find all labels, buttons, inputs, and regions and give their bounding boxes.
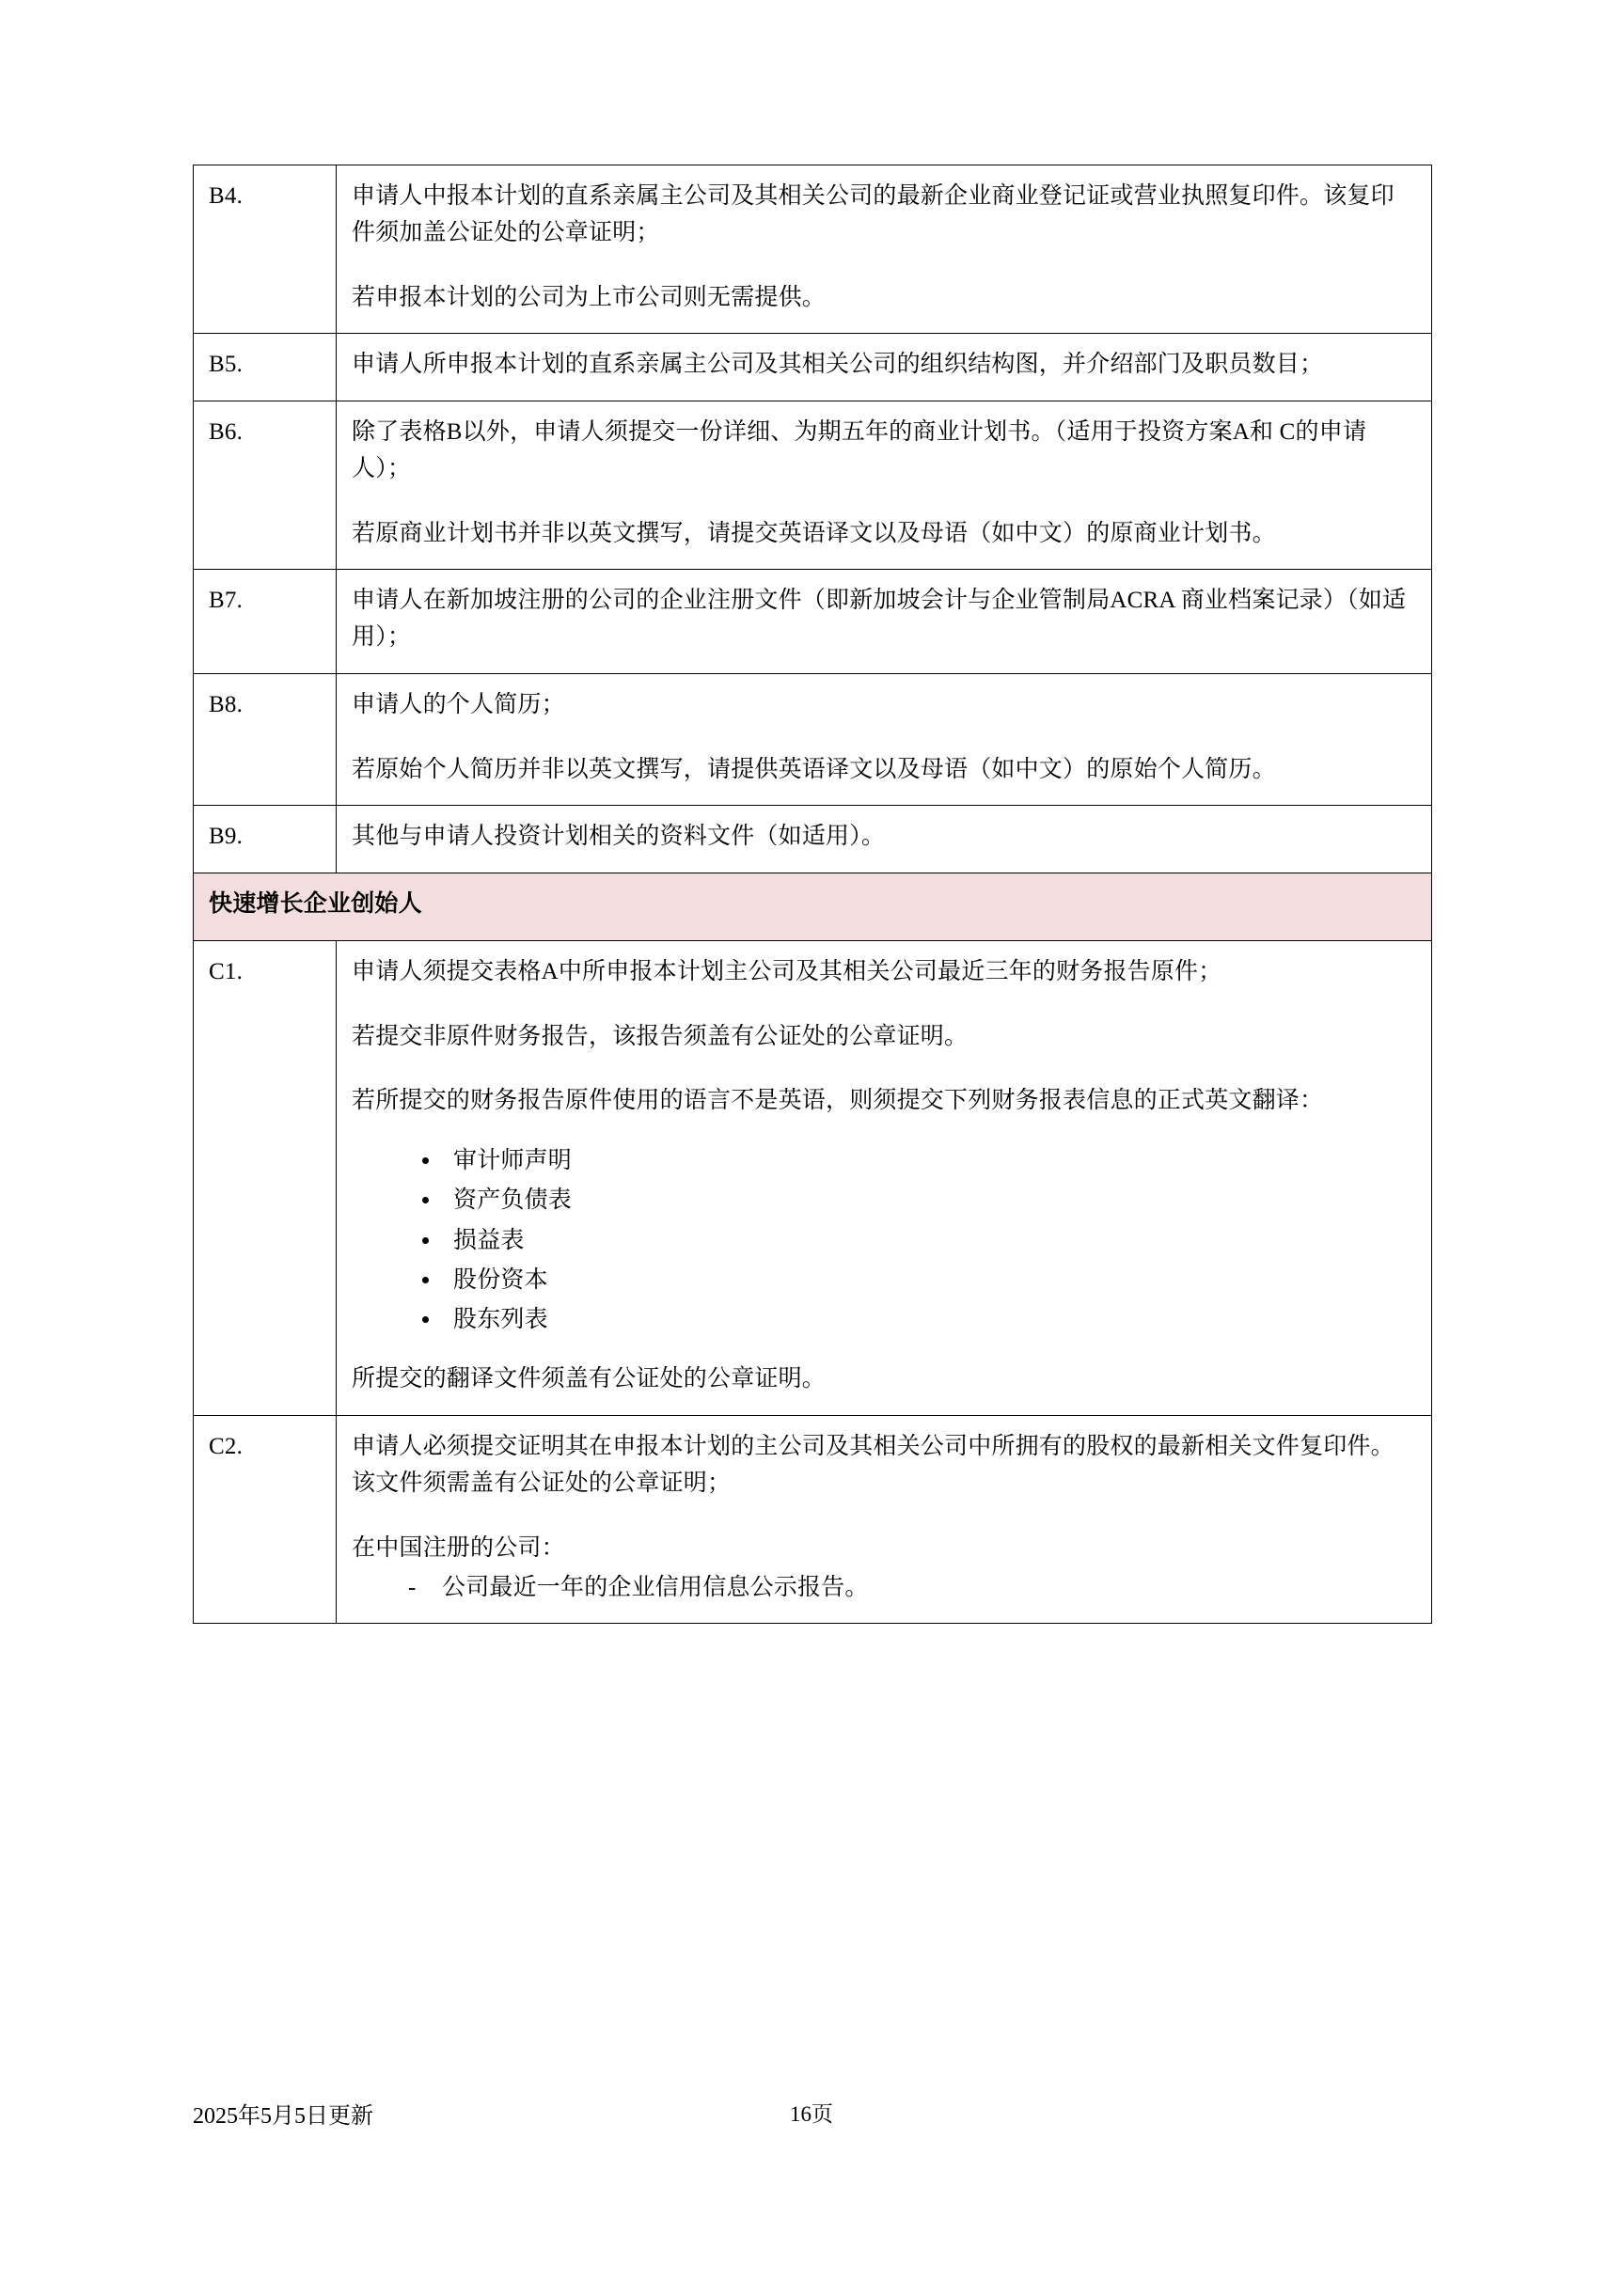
row-paragraph: 其他与申请人投资计划相关的资料文件（如适用）。 <box>352 824 886 850</box>
row-code: B4. <box>194 165 337 334</box>
row-code: B8. <box>194 673 337 806</box>
row-paragraph: 申请人须提交表格A中所申报本计划主公司及其相关公司最近三年的财务报告原件； <box>352 958 1222 984</box>
row-code: C1. <box>194 940 337 1415</box>
row-paragraph: 除了表格B以外，申请人须提交一份详细、为期五年的商业计划书。（适用于投资方案A和 C的申请人）； <box>352 419 1367 481</box>
row-paragraph: 申请人在新加坡注册的公司的企业注册文件（即新加坡会计与企业管制局ACRA 商业档案记录）（如适用）； <box>352 588 1407 650</box>
table-row <box>194 940 1432 1415</box>
row-paragraph: 若原商业计划书并非以英文撰写，请提交英语译文以及母语（如中文）的原商业计划书。 <box>352 520 1276 546</box>
row-text <box>337 570 1432 674</box>
row-paragraph: 若提交非原件财务报告，该报告须盖有公证处的公章证明。 <box>352 1023 969 1049</box>
row-text <box>337 806 1432 873</box>
row-paragraph: 申请人中报本计划的直系亲属主公司及其相关公司的最新企业商业登记证或营业执照复印件。该复印件须加盖公证处的公章证明； <box>352 183 1395 245</box>
row-text <box>337 1416 1432 1624</box>
row-paragraph: 申请人所申报本计划的直系亲属主公司及其相关公司的组织结构图，并介绍部门及职员数目； <box>352 352 1324 378</box>
row-paragraph: 申请人必须提交证明其在申报本计划的主公司及其相关公司中所拥有的股权的最新相关文件复印件。该文件须需盖有公证处的公章证明； <box>352 1434 1395 1496</box>
table-row <box>194 401 1432 570</box>
list-item: • 资产负债表 <box>442 1184 1416 1218</box>
row-paragraph: 若申报本计划的公司为上市公司则无需提供。 <box>352 284 827 310</box>
row-paragraph: 所提交的翻译文件须盖有公证处的公章证明。 <box>352 1366 827 1392</box>
section-heading: 快速增长企业创始人 <box>194 873 1432 941</box>
row-text <box>337 401 1432 570</box>
row-text <box>337 940 1432 1415</box>
table-row <box>194 806 1432 873</box>
row-code: B7. <box>194 570 337 674</box>
table-row <box>194 673 1432 806</box>
list-item: • 损益表 <box>442 1224 1416 1258</box>
bullet-list <box>352 1144 1416 1337</box>
table-row <box>194 165 1432 334</box>
row-code: B9. <box>194 806 337 873</box>
footer-updated-date: 2025年5月5日更新 <box>193 2104 373 2129</box>
list-item: - 公司最近一年的企业信用信息公示报告。 <box>408 1570 1416 1606</box>
row-code: C2. <box>194 1416 337 1624</box>
table-row <box>194 570 1432 674</box>
dash-list <box>352 1570 1416 1606</box>
footer-page-number: 16页 <box>790 2102 833 2126</box>
table-row <box>194 334 1432 401</box>
row-paragraph: 申请人的个人简历； <box>352 691 565 717</box>
row-paragraph: 在中国注册的公司： <box>352 1534 565 1561</box>
list-item: • 股东列表 <box>442 1303 1416 1337</box>
row-code: B6. <box>194 401 337 570</box>
document-content <box>193 165 1432 1624</box>
page-footer <box>193 2097 1430 2130</box>
requirements-table <box>193 165 1432 1624</box>
table-row <box>194 1416 1432 1624</box>
row-text <box>337 165 1432 334</box>
list-item: • 审计师声明 <box>442 1144 1416 1178</box>
row-paragraph: 若所提交的财务报告原件使用的语言不是英语，则须提交下列财务报表信息的正式英文翻译： <box>352 1088 1324 1114</box>
section-heading-row <box>194 873 1432 941</box>
row-code: B5. <box>194 334 337 401</box>
row-text <box>337 334 1432 401</box>
list-item: • 股份资本 <box>442 1264 1416 1297</box>
row-paragraph: 若原始个人简历并非以英文撰写，请提供英语译文以及母语（如中文）的原始个人简历。 <box>352 756 1276 782</box>
row-text <box>337 673 1432 806</box>
